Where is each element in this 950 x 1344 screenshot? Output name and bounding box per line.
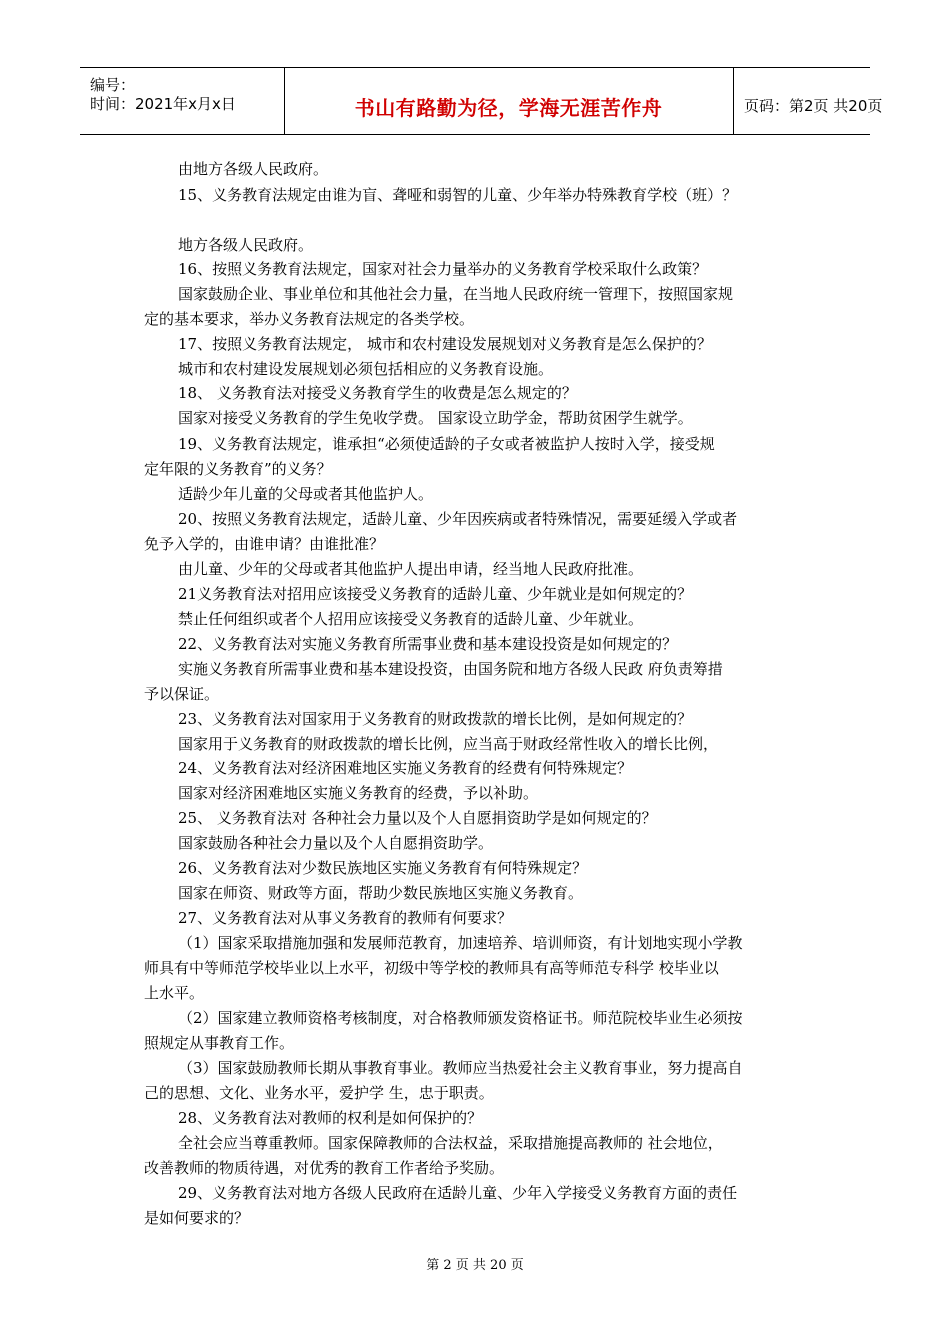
text-line: 28、义务教育法对教师的权利是如何保护的？ (178, 1109, 483, 1127)
text-line: 照规定从事教育工作。 (144, 1034, 295, 1052)
text-line: 予以保证。 (144, 685, 220, 703)
text-line: （2）国家建立教师资格考核制度，对合格教师颁发资格证书。师范院校毕业生必须按 (178, 1009, 743, 1027)
page-footer: 第 2 页 共 20 页 (426, 1258, 524, 1273)
text-line: 师具有中等师范学校毕业以上水平，初级中等学校的教师具有高等师范专科学 校毕业以 (144, 959, 719, 977)
text-line: 16、按照义务教育法规定，国家对社会力量举办的义务教育学校采取什么政策？ (178, 260, 708, 278)
text-line: 实施义务教育所需事业费和基本建设投资，由国务院和地方各级人民政 府负责筹措 (178, 660, 723, 678)
document-header (80, 67, 883, 135)
text-line: 21义务教育法对招用应该接受义务教育的适龄儿童、少年就业是如何规定的？ (178, 585, 693, 603)
text-line: 免予入学的，由谁申请？由谁批准？ (144, 535, 385, 553)
text-line: 国家鼓励企业、事业单位和其他社会力量，在当地人民政府统一管理下，按照国家规 (178, 285, 734, 303)
text-line: 29、义务教育法对地方各级人民政府在适龄儿童、少年入学接受义务教育方面的责任 (178, 1184, 738, 1202)
text-line: 城市和农村建设发展规划必须包括相应的义务教育设施。 (178, 360, 554, 378)
text-line: 20、按照义务教育法规定，适龄儿童、少年因疾病或者特殊情况，需要延缓入学或者 (178, 510, 738, 528)
header-info-cell (80, 68, 285, 134)
text-line: （1）国家采取措施加强和发展师范教育，加速培养、培训师资，有计划地实现小学教 (178, 934, 743, 952)
header-motto-cell (284, 68, 734, 134)
header-motto: 书山有路勤为径，学海无涯苦作舟 (354, 96, 663, 120)
text-line: 15、义务教育法规定由谁为盲、聋哑和弱智的儿童、少年举办特殊教育学校（班）？ (178, 186, 738, 204)
text-line: 己的思想、文化、业务水平，爱护学 生，忠于职责。 (144, 1084, 494, 1102)
text-line: 18、 义务教育法对接受义务教育学生的收费是怎么规定的？ (178, 384, 577, 402)
header-page-cell (734, 68, 883, 134)
text-line: 国家对接受义务教育的学生免收学费。 国家设立助学金，帮助贫困学生就学。 (178, 409, 693, 427)
text-line: 上水平。 (144, 984, 205, 1002)
text-line: 地方各级人民政府。 (178, 236, 314, 254)
text-line: 国家用于义务教育的财政拨款的增长比例，应当高于财政经常性收入的增长比例， (178, 735, 719, 753)
text-line: 17、按照义务教育法规定， 城市和农村建设发展规划对义务教育是怎么保护的？ (178, 335, 712, 353)
text-line: 适龄少年儿童的父母或者其他监护人。 (178, 485, 434, 503)
document-date-label: 时间：2021年x月x日 (90, 95, 236, 113)
text-line: 定的基本要求，举办义务教育法规定的各类学校。 (144, 310, 475, 328)
text-line: 23、义务教育法对国家用于义务教育的财政拨款的增长比例，是如何规定的？ (178, 710, 693, 728)
text-line: （3）国家鼓励教师长期从事教育事业。教师应当热爱社会主义教育事业，努力提高自 (178, 1059, 743, 1077)
text-line: 国家鼓励各种社会力量以及个人自愿捐资助学。 (178, 834, 494, 852)
text-line: 是如何要求的？ (144, 1209, 250, 1227)
text-line: 全社会应当尊重教师。国家保障教师的合法权益，采取措施提高教师的 社会地位， (178, 1134, 723, 1152)
text-line: 24、义务教育法对经济困难地区实施义务教育的经费有何特殊规定？ (178, 759, 633, 777)
text-line: 19、义务教育法规定，谁承担“必须使适龄的子女或者被监护人按时入学，接受规 (178, 435, 715, 453)
text-line: 由地方各级人民政府。 (178, 160, 329, 178)
text-line: 国家在师资、财政等方面，帮助少数民族地区实施义务教育。 (178, 884, 584, 902)
text-line: 改善教师的物质待遇，对优秀的教育工作者给予奖励。 (144, 1159, 505, 1177)
text-line: 22、义务教育法对实施义务教育所需事业费和基本建设投资是如何规定的？ (178, 635, 678, 653)
header-page-label: 页码：第2页 共20页 (744, 97, 883, 115)
text-line: 25、 义务教育法对 各种社会力量以及个人自愿捐资助学是如何规定的？ (178, 809, 657, 827)
text-line: 由儿童、少年的父母或者其他监护人提出申请，经当地人民政府批准。 (178, 560, 644, 578)
text-line: 26、义务教育法对少数民族地区实施义务教育有何特殊规定？ (178, 859, 588, 877)
document-number-label: 编号： (90, 76, 136, 94)
text-line: 定年限的义务教育”的义务？ (144, 460, 332, 478)
text-line: 国家对经济困难地区实施义务教育的经费，予以补助。 (178, 784, 539, 802)
text-line: 禁止任何组织或者个人招用应该接受义务教育的适龄儿童、少年就业。 (178, 610, 644, 628)
text-line: 27、义务教育法对从事义务教育的教师有何要求？ (178, 909, 513, 927)
